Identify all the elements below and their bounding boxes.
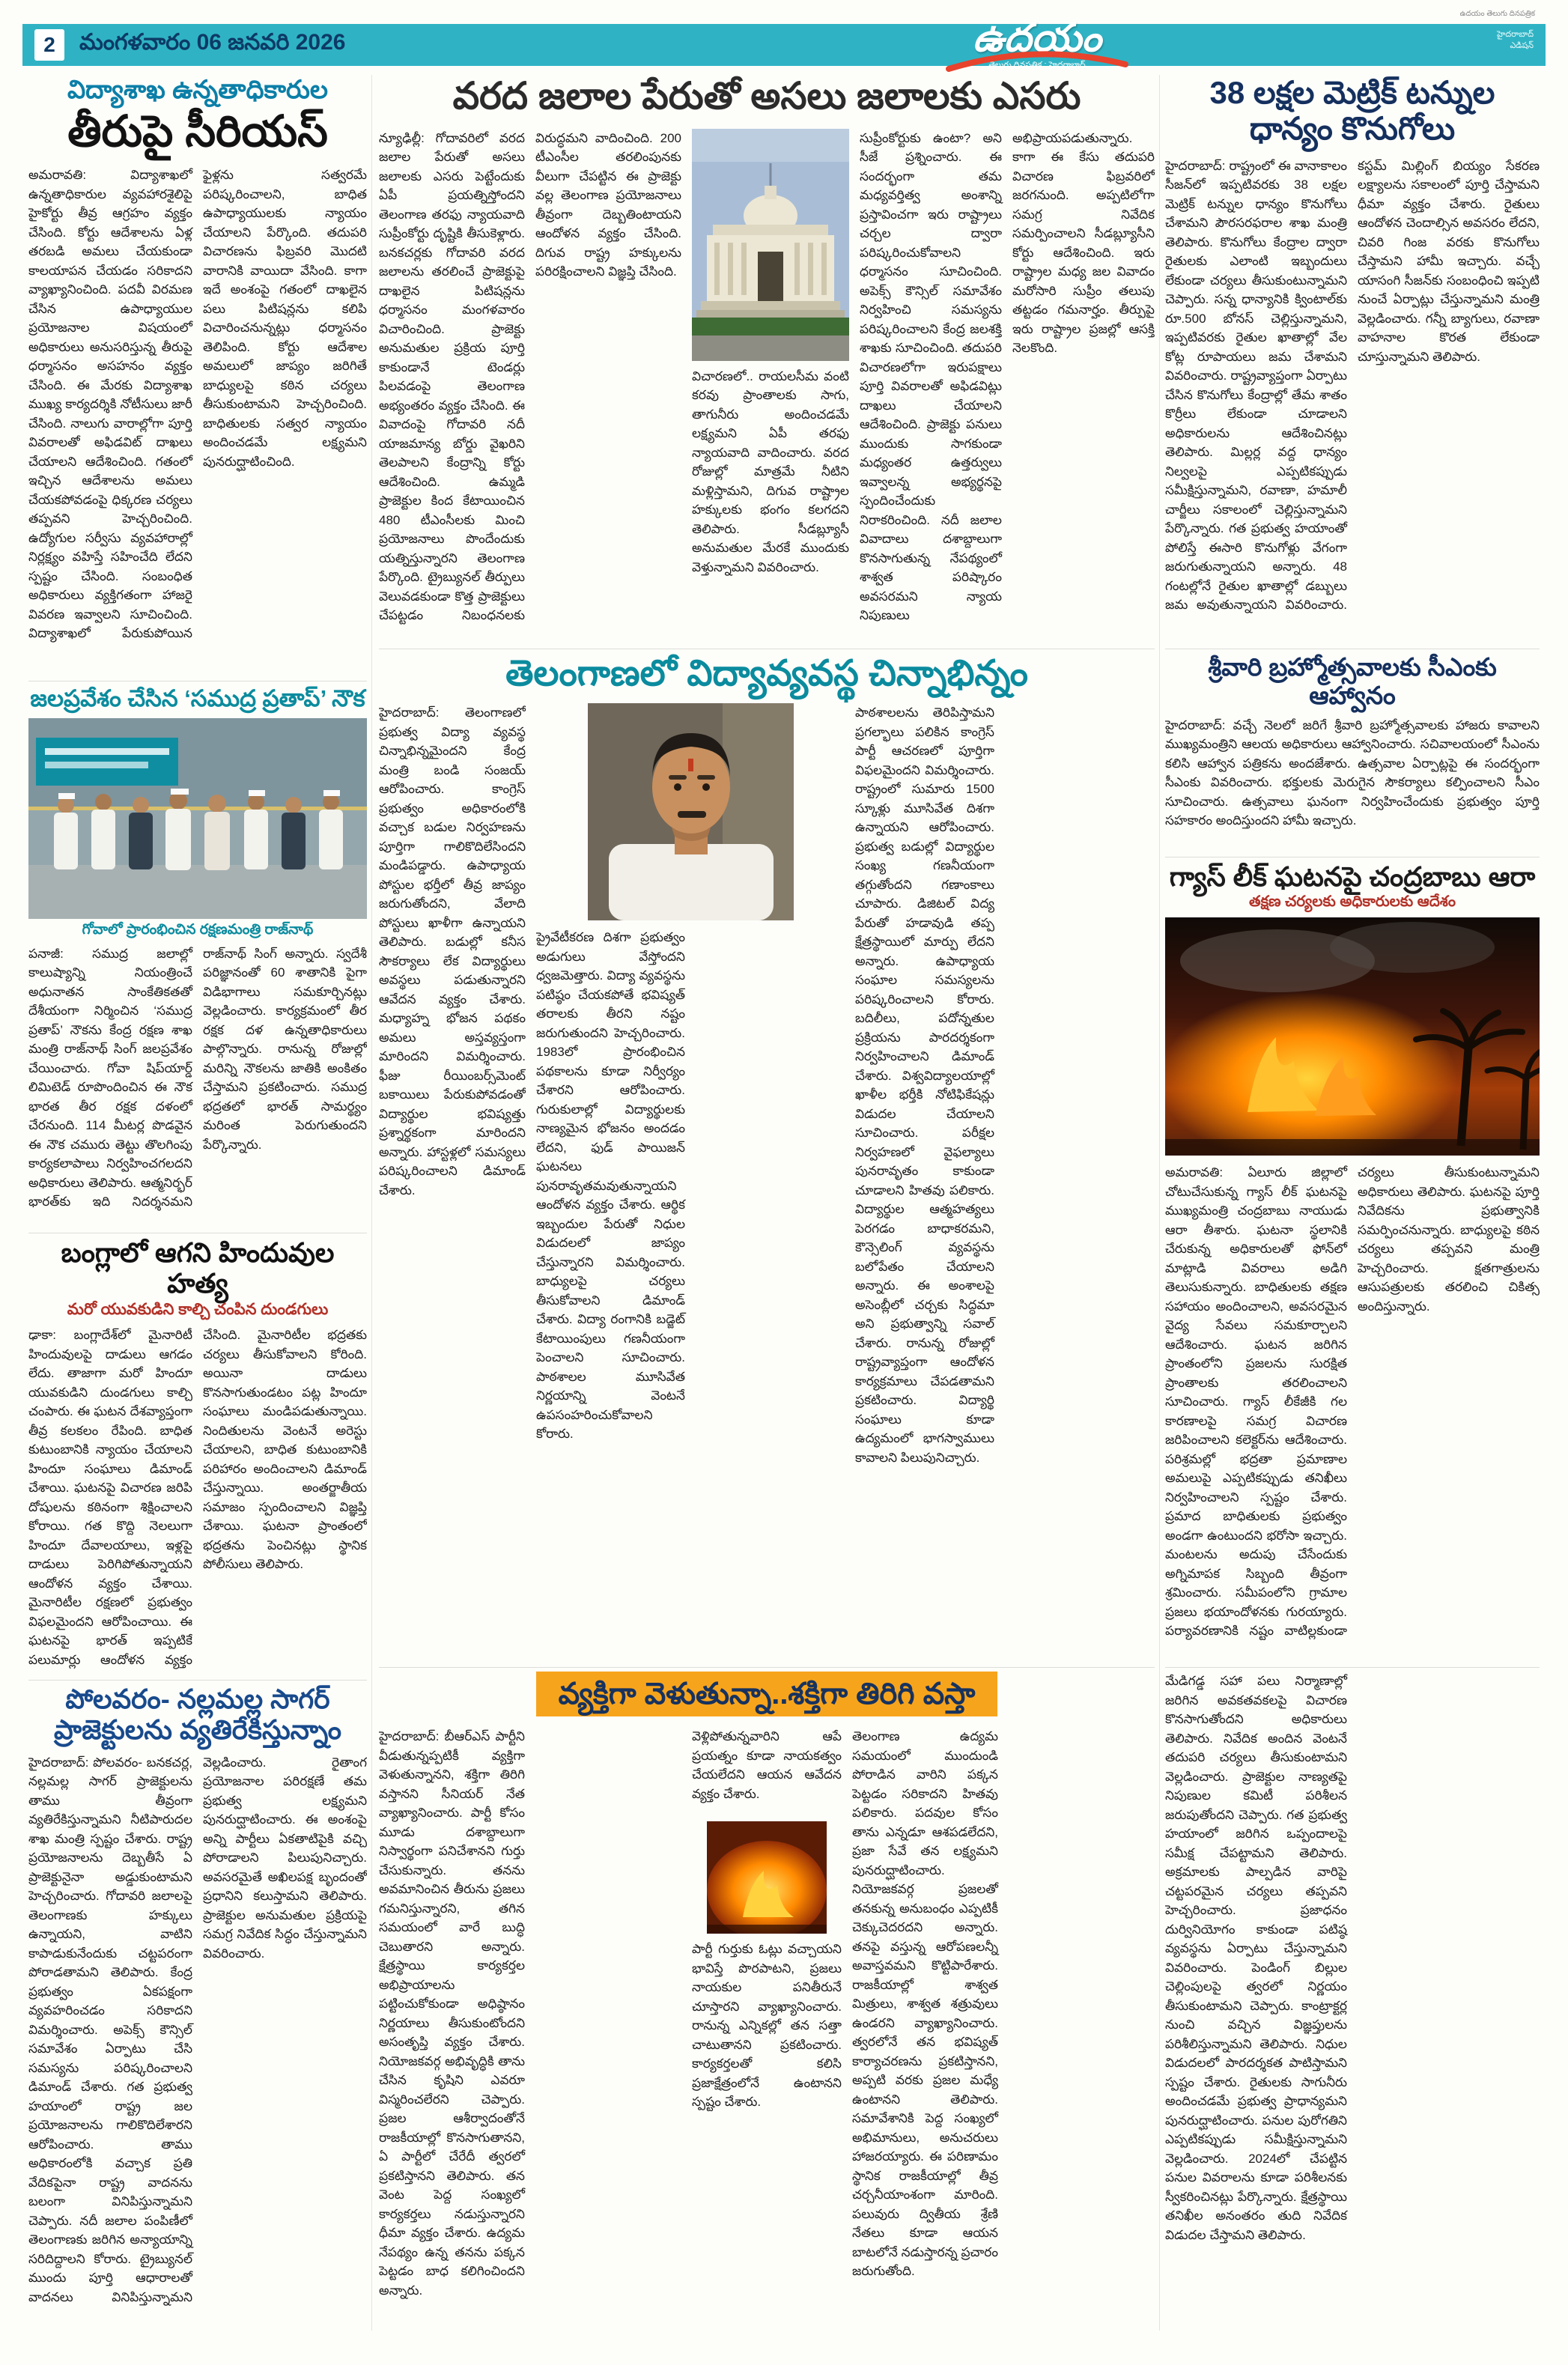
article-body-right: సుప్రీంకోర్టుకు ఉంటా? అని సీజే ప్రశ్నించారు. ఈ సందర్భంగా తమ మధ్యవర్తిత్వ అంశాన్ని ప్రస్తావించగా ఇరు రాష్ట్రాలు చర్చల ద్వారా పరిష్కరించుకోవాలని ధర్మాసనం సూచించింది. అపెక్స్ కౌన్సిల్ సమావేశం నిర్వహించి సమస్యను పరిష్కరించాలని కేంద్ర జలశక్తి శాఖకు సూచించింది. తదుపరి విచారణలోగా ఇరుపక్షాలు పూర్తి వివరాలతో అఫిడవిట్లు దాఖలు చేయాలని ఆదేశించింది. ప్రాజెక్టు పనులు ముందుకు సాగకుండా మధ్యంతర ఉత్తర్వులు ఇవ్వాలన్న అభ్యర్థనపై స్పందించేందుకు నిరాకరించింది. నదీ జలాల వివాదాలు దశాబ్దాలుగా కొనసాగుతున్న నేపథ్యంలో శాశ్వత పరిష్కారం అవసరమని న్యాయ నిపుణులు అభిప్రాయపడుతున్నారు. కాగా ఈ కేసు తదుపరి విచారణ ఫిబ్రవరిలో జరగనుంది. అప్పటిలోగా సమగ్ర నివేదిక సమర్పించాలని సీడబ్ల్యూసీని కోర్టు ఆదేశించింది. ఇరు రాష్ట్రాల మధ్య జల వివాదం మరోసారి సుప్రీం తలుపు తట్టడం గమనార్హం. తీర్పుపై ఇరు రాష్ట్రాల ప్రజల్లో ఆసక్తి నెలకొంది. — [860, 130, 1155, 622]
column-divider — [1159, 75, 1160, 2331]
article-headline-line1: 38 లక్షల మెట్రిక్ టన్నుల — [1209, 75, 1495, 110]
article-headline: గ్యాస్ లీక్ ఘటనపై చంద్రబాబు ఆరా — [1169, 861, 1536, 892]
article-headline: తీరుపై సీరియస్ — [67, 106, 328, 156]
article-body-mid-top: వెళ్లిపోతున్నవారిని ఆపే ప్రయత్నం కూడా నాయకత్వం చేయలేదని ఆయన ఆవేదన వ్యక్తం చేశారు. — [692, 1729, 842, 1801]
article-bangladesh-attack — [28, 1237, 367, 1676]
column-divider — [371, 75, 372, 2331]
article-body: హైదరాబాద్: వచ్చే నెలలో జరిగే శ్రీవారి బ్రహ్మోత్సవాలకు హాజరు కావాలని ముఖ్యమంత్రిని ఆలయ అధికారులు ఆహ్వానించారు. సచివాలయంలో సీఎంను కలిసి ఆహ్వాన పత్రికను అందజేశారు. ఉత్సవాల ఏర్పాట్లపై ఈ సందర్భంగా సీఎంకు వివరించారు. భక్తులకు మెరుగైన సౌకర్యాలు కల్పించాలని సీఎం సూచించారు. ఉత్సవాలు ఘనంగా నిర్వహించేందుకు ప్రభుత్వం పూర్తి సహకారం అందిస్తుందని హామీ ఇచ్చారు. — [1165, 717, 1540, 828]
article-divider — [1165, 1667, 1540, 1668]
article-subtitle: తక్షణ చర్యలకు అధికారులకు ఆదేశం — [1249, 893, 1456, 911]
article-headline: తెలంగాణలో విద్యావ్యవస్థ చిన్నాభిన్నం — [505, 654, 1028, 693]
article-body-mid-bottom: పార్టీ గుర్తుకు ఓట్లు వచ్చాయని భావిస్తే పొరపాటని, ప్రజలు నాయకుల పనితీరునే చూస్తారని వ్యాఖ్యానించారు. రానున్న ఎన్నికల్లో తన సత్తా చాటుతానని ప్రకటించారు. కార్యకర్తలతో కలిసి ప్రజాక్షేత్రంలోనే ఉంటానని స్పష్టం చేశారు. — [692, 1942, 842, 2109]
article-body: హైదరాబాద్: పోలవరం- బనకచర్ల, నల్లమల్ల సాగర్ ప్రాజెక్టులను తాము తీవ్రంగా వ్యతిరేకిస్తున్నామని నీటిపారుదల శాఖ మంత్రి స్పష్టం చేశారు. రాష్ట్ర ప్రయోజనాలను దెబ్బతీసే ఏ ప్రాజెక్టునైనా అడ్డుకుంటామని హెచ్చరించారు. గోదావరి జలాలపై తెలంగాణకు హక్కులు ఉన్నాయని, వాటిని కాపాడుకునేందుకు చట్టపరంగా పోరాడతామని తెలిపారు. కేంద్ర ప్రభుత్వం ఏకపక్షంగా వ్యవహరించడం సరికాదని విమర్శించారు. అపెక్స్ కౌన్సిల్ సమావేశం ఏర్పాటు చేసి సమస్యను పరిష్కరించాలని డిమాండ్ చేశారు. గత ప్రభుత్వ హయాంలో రాష్ట్ర జల ప్రయోజనాలను గాలికొదిలేశారని ఆరోపించారు. తాము అధికారంలోకి వచ్చాక ప్రతి వేదికపైనా రాష్ట్ర వాదనను బలంగా వినిపిస్తున్నామని చెప్పారు. నదీ జలాల పంపిణీలో తెలంగాణకు జరిగిన అన్యాయాన్ని సరిదిద్దాలని కోరారు. ట్రైబ్యునల్ ముందు పూర్తి ఆధారాలతో వాదనలు వినిపిస్తున్నామని వెల్లడించారు. రైతాంగ ప్రయోజనాల పరిరక్షణే తమ ప్రభుత్వ లక్ష్యమని పునరుద్ఘాటించారు. ఈ అంశంపై అన్ని పార్టీలు ఏకతాటిపైకి వచ్చి పోరాడాలని పిలుపునిచ్చారు. అవసరమైతే అఖిలపక్ష బృందంతో ప్రధానిని కలుస్తామని తెలిపారు. ప్రాజెక్టుల అనుమతుల ప్రక్రియపై సమగ్ర నివేదిక సిద్ధం చేస్తున్నామని వివరించారు. — [28, 1755, 367, 2304]
article-education-system — [379, 653, 1155, 1663]
article-brahmotsavam-invite — [1165, 653, 1540, 854]
article-polavaram-opposition — [28, 1684, 367, 2329]
article-body-left: హైదరాబాద్: బీఆర్ఎస్ పార్టీని వీడుతున్నప్పటికీ వ్యక్తిగా వెళుతున్నానని, శక్తిగా తిరిగి వస్తానని సీనియర్ నేత వ్యాఖ్యానించారు. పార్టీ కోసం మూడు దశాబ్దాలుగా నిస్వార్థంగా పనిచేశానని గుర్తు చేసుకున్నారు. తనను అవమానించిన తీరును ప్రజలు గమనిస్తున్నారని, తగిన సమయంలో వారే బుద్ధి చెబుతారని అన్నారు. క్షేత్రస్థాయి కార్యకర్తల అభిప్రాయాలను పట్టించుకోకుండా అధిష్ఠానం నిర్ణయాలు తీసుకుంటోందని అసంతృప్తి వ్యక్తం చేశారు. నియోజకవర్గ అభివృద్ధికి తాను చేసిన కృషిని ఎవరూ విస్మరించలేరని చెప్పారు. ప్రజల ఆశీర్వాదంతోనే రాజకీయాల్లో కొనసాగుతానని, ఏ పార్టీలో చేరేదీ త్వరలో ప్రకటిస్తానని తెలిపారు. తన వెంట పెద్ద సంఖ్యలో కార్యకర్తలు నడుస్తున్నారని ధీమా వ్యక్తం చేశారు. ఉద్యమ నేపథ్యం ఉన్న తనను పక్కన పెట్టడం బాధ కలిగించిందని అన్నారు. — [379, 1729, 525, 2298]
politician-portrait-photo — [588, 703, 794, 920]
article-body: మేడిగడ్డ సహా పలు నిర్మాణాల్లో జరిగిన అవకతవకలపై విచారణ కొనసాగుతోందని అధికారులు తెలిపారు. నివేదిక అందిన వెంటనే తదుపరి చర్యలు తీసుకుంటామని వెల్లడించారు. ప్రాజెక్టుల నాణ్యతపై నిపుణుల కమిటీ పరిశీలన జరుపుతోందని చెప్పారు. గత ప్రభుత్వ హయాంలో జరిగిన ఒప్పందాలపై సమీక్ష చేపట్టామని తెలిపారు. అక్రమాలకు పాల్పడిన వారిపై చట్టపరమైన చర్యలు తప్పవని హెచ్చరించారు. ప్రజాధనం దుర్వినియోగం కాకుండా పటిష్ఠ వ్యవస్థను ఏర్పాటు చేస్తున్నామని వివరించారు. పెండింగ్ బిల్లుల చెల్లింపులపై త్వరలో నిర్ణయం తీసుకుంటామని చెప్పారు. కాంట్రాక్టర్ల నుంచి వచ్చిన విజ్ఞప్తులను పరిశీలిస్తున్నామని తెలిపారు. నిధుల విడుదలలో పారదర్శకత పాటిస్తామని స్పష్టం చేశారు. రైతులకు సాగునీరు అందించడమే ప్రభుత్వ ప్రాధాన్యమని పునరుద్ఘాటించారు. పనుల పురోగతిని ఎప్పటికప్పుడు సమీక్షిస్తున్నామని వెల్లడించారు. 2024లో చేపట్టిన పనుల వివరాలను కూడా పరిశీలనకు స్వీకరించినట్లు పేర్కొన్నారు. క్షేత్రస్థాయి తనిఖీల అనంతరం తుది నివేదిక విడుదల చేస్తామని తెలిపారు. — [1165, 1674, 1347, 2242]
article-paddy-procurement — [1165, 75, 1540, 646]
article-divider — [379, 1667, 1155, 1668]
fire-photo — [1165, 917, 1540, 1156]
article-flood-waters — [379, 75, 1155, 646]
registration-line: ఉదయం తెలుగు దినపత్రిక — [1459, 10, 1535, 18]
article-kicker: విద్యాశాఖ ఉన్నతాధికారుల — [67, 76, 328, 104]
article-body: ఢాకా: బంగ్లాదేశ్‌లో మైనారిటీ హిందువులపై దాడులు ఆగడం లేదు. తాజాగా మరో హిందూ యువకుడిని దుండగులు కాల్చి చంపారు. ఈ ఘటన దేశవ్యాప్తంగా తీవ్ర కలకలం రేపింది. బాధిత కుటుంబానికి న్యాయం చేయాలని హిందూ సంఘాలు డిమాండ్ చేశాయి. ఘటనపై విచారణ జరిపి దోషులను కఠినంగా శిక్షించాలని కోరాయి. గత కొద్ది నెలలుగా హిందూ దేవాలయాలు, ఇళ్లపై దాడులు పెరిగిపోతున్నాయని ఆందోళన వ్యక్తం చేశాయి. మైనారిటీల రక్షణలో ప్రభుత్వం విఫలమైందని ఆరోపించాయి. ఈ ఘటనపై భారత్ ఇప్పటికే పలుమార్లు ఆందోళన వ్యక్తం చేసింది. మైనారిటీల భద్రతకు చర్యలు తీసుకోవాలని కోరింది. అయినా దాడులు కొనసాగుతుండటం పట్ల హిందూ సంఘాలు మండిపడుతున్నాయి. నిందితులను వెంటనే అరెస్టు చేయాలని, బాధిత కుటుంబానికి పరిహారం అందించాలని డిమాండ్ చేస్తున్నాయి. అంతర్జాతీయ సమాజం స్పందించాలని విజ్ఞప్తి చేశాయి. ఘటనా ప్రాంతంలో భద్రతను పెంచినట్లు స్థానిక పోలీసులు తెలిపారు. — [28, 1328, 367, 1667]
flame-photo — [707, 1821, 827, 1934]
article-education-officials — [28, 75, 367, 680]
masthead-bar — [22, 16, 1546, 70]
article-body-right: పాఠశాలలను తెరిపిస్తామని ప్రగల్భాలు పలికిన కాంగ్రెస్ పార్టీ ఆచరణలో పూర్తిగా విఫలమైందని విమర్శించారు. రాష్ట్రంలో సుమారు 1500 స్కూళ్లు మూసివేత దిశగా ఉన్నాయని ఆరోపించారు. ప్రభుత్వ బడుల్లో విద్యార్థుల సంఖ్య గణనీయంగా తగ్గుతోందని గణాంకాలు చూపారు. డిజిటల్ విద్య పేరుతో హడావుడి తప్ప క్షేత్రస్థాయిలో మార్పు లేదని అన్నారు. ఉపాధ్యాయ సంఘాల సమస్యలను పరిష్కరించాలని కోరారు. బదిలీలు, పదోన్నతుల ప్రక్రియను పారదర్శకంగా నిర్వహించాలని డిమాండ్ చేశారు. విశ్వవిద్యాలయాల్లో ఖాళీల భర్తీకి నోటిఫికేషన్లు విడుదల చేయాలని సూచించారు. పరీక్షల నిర్వహణలో వైఫల్యాలు పునరావృతం కాకుండా చూడాలని హితవు పలికారు. విద్యార్థుల ఆత్మహత్యలు పెరగడం బాధాకరమని, కౌన్సెలింగ్ వ్యవస్థను బలోపేతం చేయాలని అన్నారు. ఈ అంశాలపై అసెంబ్లీలో చర్చకు సిద్ధమా అని ప్రభుత్వాన్ని సవాల్ చేశారు. రానున్న రోజుల్లో రాష్ట్రవ్యాప్తంగా ఆందోళన కార్యక్రమాలు చేపడతామని ప్రకటించారు. విద్యార్థి సంఘాలు కూడా ఉద్యమంలో భాగస్వాములు కావాలని పిలుపునిచ్చారు. — [855, 705, 994, 1465]
article-headline: బంగ్లాలో ఆగని హిందువుల హత్య — [61, 1237, 335, 1299]
navy-ship-photo — [28, 718, 367, 919]
article-headline: శ్రీవారి బ్రహ్మోత్సవాలకు సీఎంకు ఆహ్వానం — [1208, 653, 1497, 709]
masthead-tagline: తెలుగు దినపత్రిక : హైదరాబాద్ — [988, 60, 1086, 70]
article-subtitle: మరో యువకుడిని కాల్చి చంపిన దుండగులు — [67, 1300, 329, 1318]
article-headline: జలప్రవేశం చేసిన ‘సముద్ర ప్రతాప్’ నౌక — [30, 685, 365, 711]
article-gas-leak — [1165, 861, 1540, 1660]
page-date: మంగళవారం 06 జనవరి 2026 — [79, 29, 346, 55]
masthead-title: ఉదయం — [973, 16, 1101, 60]
edition-info: హైదరాబాద్ ఎడిషన్ — [1497, 30, 1534, 51]
article-body: అమరావతి: ఏలూరు జిల్లాలో చోటుచేసుకున్న గ్యాస్ లీక్ ఘటనపై ముఖ్యమంత్రి చంద్రబాబు నాయుడు ఆరా తీశారు. ఘటనా స్థలానికి చేరుకున్న అధికారులతో ఫోన్‌లో మాట్లాడి వివరాలు అడిగి తెలుసుకున్నారు. బాధితులకు తక్షణ సహాయం అందించాలని, అవసరమైన వైద్య సేవలు సమకూర్చాలని ఆదేశించారు. ఘటన జరిగిన ప్రాంతంలోని ప్రజలను సురక్షిత ప్రాంతాలకు తరలించాలని సూచించారు. గ్యాస్ లీకేజీకి గల కారణాలపై సమగ్ర విచారణ జరిపించాలని కలెక్టర్‌ను ఆదేశించారు. పరిశ్రమల్లో భద్రతా ప్రమాణాల అమలుపై ఎప్పటికప్పుడు తనిఖీలు నిర్వహించాలని స్పష్టం చేశారు. ప్రమాద బాధితులకు ప్రభుత్వం అండగా ఉంటుందని భరోసా ఇచ్చారు. మంటలను అదుపు చేసేందుకు అగ్నిమాపక సిబ్బంది తీవ్రంగా శ్రమించారు. సమీపంలోని గ్రామాల ప్రజలు భయాందోళనకు గురయ్యారు. పర్యావరణానికి నష్టం వాటిల్లకుండా చర్యలు తీసుకుంటున్నామని అధికారులు తెలిపారు. ఘటనపై పూర్తి నివేదికను ప్రభుత్వానికి సమర్పించనున్నారు. బాధ్యులపై కఠిన చర్యలు తప్పవని మంత్రి హెచ్చరించారు. క్షతగాత్రులను ఆసుపత్రులకు తరలించి చికిత్స అందిస్తున్నారు. — [1165, 1165, 1540, 1639]
logo-swoosh-icon — [946, 51, 1128, 77]
article-headline-line1: పోలవరం- నల్లమల్ల సాగర్ — [65, 1684, 330, 1714]
article-body: అమరావతి: విద్యాశాఖలో ఉన్నతాధికారుల వ్యవహారశైలిపై హైకోర్టు తీవ్ర ఆగ్రహం వ్యక్తం చేసింది. కోర్టు ఆదేశాలను ఏళ్ల తరబడి అమలు చేయకుండా కాలయాపన చేయడం సరికాదని వ్యాఖ్యానించింది. పదవీ విరమణ చేసిన ఉపాధ్యాయుల ప్రయోజనాల విషయంలో అధికారులు అనుసరిస్తున్న తీరుపై ధర్మాసనం అసహనం వ్యక్తం చేసింది. ఈ మేరకు విద్యాశాఖ ముఖ్య కార్యదర్శికి నోటీసులు జారీ చేసింది. నాలుగు వారాల్లోగా పూర్తి వివరాలతో అఫిడవిట్ దాఖలు చేయాలని ఆదేశించింది. గతంలో ఇచ్చిన ఆదేశాలను అమలు చేయకపోవడంపై ధిక్కరణ చర్యలు తప్పవని హెచ్చరించింది. ఉద్యోగుల సర్వీసు వ్యవహారాల్లో నిర్లక్ష్యం వహిస్తే సహించేది లేదని స్పష్టం చేసింది. సంబంధిత అధికారులు వ్యక్తిగతంగా హాజరై వివరణ ఇవ్వాలని సూచించింది. విద్యాశాఖలో పేరుకుపోయిన ఫైళ్లను సత్వరమే పరిష్కరించాలని, బాధిత ఉపాధ్యాయులకు న్యాయం చేయాలని పేర్కొంది. తదుపరి విచారణను ఫిబ్రవరి మొదటి వారానికి వాయిదా వేసింది. కాగా ఇదే అంశంపై గతంలో దాఖలైన పలు పిటిషన్లను కలిపి విచారించనున్నట్లు ధర్మాసనం తెలిపింది. కోర్టు ఆదేశాల అమలులో జాప్యం జరిగితే బాధ్యులపై కఠిన చర్యలు తీసుకుంటామని హెచ్చరించింది. బాధితులకు సత్వర న్యాయం అందించడమే లక్ష్యమని పునరుద్ఘాటించింది. — [28, 168, 367, 641]
article-comeback-statement — [379, 1672, 1155, 2329]
article-body-right: తెలంగాణ ఉద్యమ సమయంలో ముందుండి పోరాడిన వారిని పక్కన పెట్టడం సరికాదని హితవు పలికారు. పదవుల కోసం తాను ఎన్నడూ ఆశపడలేదని, ప్రజా సేవే తన లక్ష్యమని పునరుద్ఘాటించారు. నియోజకవర్గ ప్రజలతో తనకున్న అనుబంధం ఎప్పటికీ చెక్కుచెదరదని అన్నారు. తనపై వస్తున్న ఆరోపణలన్నీ అవాస్తవమని కొట్టిపారేశారు. రాజకీయాల్లో శాశ్వత మిత్రులు, శాశ్వత శత్రువులు ఉండరని వ్యాఖ్యానించారు. త్వరలోనే తన భవిష్యత్ కార్యాచరణను ప్రకటిస్తానని, అప్పటి వరకు ప్రజల మధ్యే ఉంటానని తెలిపారు. సమావేశానికి పెద్ద సంఖ్యలో అభిమానులు, అనుచరులు హాజరయ్యారు. ఈ పరిణామం స్థానిక రాజకీయాల్లో తీవ్ర చర్చనీయాంశంగా మారింది. పలువురు ద్వితీయ శ్రేణి నేతలు కూడా ఆయన బాటలోనే నడుస్తారన్న ప్రచారం జరుగుతోంది. — [852, 1729, 998, 2278]
article-headline-band: వ్యక్తిగా వెళుతున్నా..శక్తిగా తిరిగి వస్తా — [536, 1672, 998, 1716]
article-body: పనాజీ: సముద్ర జలాల్లో కాలుష్యాన్ని నియంత్రించే అధునాతన సాంకేతికతతో దేశీయంగా నిర్మించిన ‘సముద్ర ప్రతాప్’ నౌకను కేంద్ర రక్షణ శాఖ మంత్రి రాజ్‌నాథ్ సింగ్ జలప్రవేశం చేయించారు. గోవా షిప్‌యార్డ్ లిమిటెడ్ రూపొందించిన ఈ నౌక భారత తీర రక్షక దళంలో చేరనుంది. 114 మీటర్ల పొడవైన ఈ నౌక చమురు తెట్టు తొలగింపు కార్యకలాపాలు నిర్వహించగలదని అధికారులు తెలిపారు. ఆత్మనిర్భర్ భారత్‌కు ఇది నిదర్శనమని రాజ్‌నాథ్ సింగ్ అన్నారు. స్వదేశీ పరిజ్ఞానంతో 60 శాతానికి పైగా విడిభాగాలు సమకూర్చినట్లు వెల్లడించారు. కార్యక్రమంలో తీర రక్షక దళ ఉన్నతాధికారులు పాల్గొన్నారు. రానున్న రోజుల్లో మరిన్ని నౌకలను జాతికి అంకితం చేస్తామని ప్రకటించారు. సముద్ర భద్రతలో భారత్ సామర్థ్యం మరింత పెరుగుతుందని పేర్కొన్నారు. — [28, 946, 367, 1209]
article-body-left: హైదరాబాద్: తెలంగాణలో ప్రభుత్వ విద్యా వ్యవస్థ చిన్నాభిన్నమైందని కేంద్ర మంత్రి బండి సంజయ్ ఆరోపించారు. కాంగ్రెస్ ప్రభుత్వం అధికారంలోకి వచ్చాక బడుల నిర్వహణను పూర్తిగా గాలికొదిలేసిందని మండిపడ్డారు. ఉపాధ్యాయ పోస్టుల భర్తీలో తీవ్ర జాప్యం జరుగుతోందని, వేలాది పోస్టులు ఖాళీగా ఉన్నాయని తెలిపారు. బడుల్లో కనీస సౌకర్యాలు లేక విద్యార్థులు అవస్థలు పడుతున్నారని ఆవేదన వ్యక్తం చేశారు. మధ్యాహ్న భోజన పథకం అమలు అస్తవ్యస్తంగా మారిందని విమర్శించారు. ఫీజు రీయింబర్స్‌మెంట్ బకాయిలు పేరుకుపోవడంతో విద్యార్థుల భవిష్యత్తు ప్రశ్నార్థకంగా మారిందని అన్నారు. హాస్టళ్లలో సమస్యలు పరిష్కరించాలని డిమాండ్ చేశారు. — [379, 705, 526, 1197]
page-number: 2 — [34, 29, 64, 61]
article-headline: వరద జలాల పేరుతో అసలు జలాలకు ఎసరు — [452, 75, 1081, 117]
supreme-court-photo — [692, 129, 849, 361]
article-headline-line2: ప్రాజెక్టులను వ్యతిరేకిస్తున్నాం — [54, 1714, 341, 1746]
article-body-left: న్యూఢిల్లీ: గోదావరిలో వరద జలాల పేరుతో అసలు జలాలకు ఎసరు పెట్టేందుకు ఏపీ ప్రయత్నిస్తోందని తెలంగాణ తరఫు న్యాయవాది సుప్రీంకోర్టు దృష్టికి తీసుకెళ్లారు. బనకచర్లకు గోదావరి వరద జలాలను తరలించే ప్రాజెక్టుపై దాఖలైన పిటిషన్లను ధర్మాసనం మంగళవారం విచారించింది. ప్రాజెక్టు అనుమతుల ప్రక్రియ పూర్తి కాకుండానే టెండర్లు పిలవడంపై తెలంగాణ అభ్యంతరం వ్యక్తం చేసింది. ఈ వివాదంపై గోదావరి నదీ యాజమాన్య బోర్డు వైఖరిని తెలపాలని కేంద్రాన్ని కోర్టు ఆదేశించింది. ఉమ్మడి ప్రాజెక్టుల కింద కేటాయించిన 480 టీఎంసీలకు మించి ప్రయోజనాలు పొందేందుకు యత్నిస్తున్నారని తెలంగాణ పేర్కొంది. ట్రైబ్యునల్ తీర్పులు వెలువడకుండా కొత్త ప్రాజెక్టులు చేపట్టడం నిబంధనలకు విరుద్ధమని వాదించింది. 200 టీఎంసీల తరలింపునకు వీలుగా చేపట్టిన ఈ ప్రాజెక్టు వల్ల తెలంగాణ ప్రయోజనాలు తీవ్రంగా దెబ్బతింటాయని ఆందోళన వ్యక్తం చేసింది. దిగువ రాష్ట్ర హక్కులను పరిరక్షించాలని విజ్ఞప్తి చేసింది. — [379, 130, 681, 622]
article-headline-line2: ధాన్యం కొనుగోలు — [1249, 111, 1456, 147]
article-body-mid: విచారణలో.. రాయలసీమ వంటి కరవు ప్రాంతాలకు సాగు, తాగునీరు అందించడమే లక్ష్యమని ఏపీ తరఫు న్యాయవాది వాదించారు. వరద రోజుల్లో మాత్రమే నీటిని మళ్లిస్తామని, దిగువ రాష్ట్రాల హక్కులకు భంగం కలగదని తెలిపారు. సీడబ్ల్యూసీ అనుమతుల మేరకే ముందుకు వెళ్తున్నామని వివరించారు. — [692, 368, 849, 574]
masthead-logo — [932, 18, 1142, 72]
article-body-mid: ప్రైవేటీకరణ దిశగా ప్రభుత్వం అడుగులు వేస్తోందని ధ్వజమెత్తారు. విద్యా వ్యవస్థను పటిష్ఠం చేయకపోతే భవిష్యత్ తరాలకు తీరని నష్టం జరుగుతుందని హెచ్చరించారు. 1983లో ప్రారంభించిన పథకాలను కూడా నిర్వీర్యం చేశారని ఆరోపించారు. గురుకులాల్లో విద్యార్థులకు నాణ్యమైన భోజనం అందడం లేదని, ఫుడ్ పాయిజన్ ఘటనలు పునరావృతమవుతున్నాయని ఆందోళన వ్యక్తం చేశారు. ఆర్థిక ఇబ్బందుల పేరుతో నిధుల విడుదలలో జాప్యం చేస్తున్నారని విమర్శించారు. బాధ్యులపై చర్యలు తీసుకోవాలని డిమాండ్ చేశారు. విద్యా రంగానికి బడ్జెట్ కేటాయింపులు గణనీయంగా పెంచాలని సూచించారు. పాఠశాలల మూసివేత నిర్ణయాన్ని వెంటనే ఉపసంహరించుకోవాలని కోరారు. — [536, 930, 685, 1442]
article-body: హైదరాబాద్: రాష్ట్రంలో ఈ వానాకాలం సీజన్‌లో ఇప్పటివరకు 38 లక్షల మెట్రిక్ టన్నుల ధాన్యం కొనుగోలు చేశామని పౌరసరఫరాల శాఖ మంత్రి తెలిపారు. కొనుగోలు కేంద్రాల ద్వారా రైతులకు ఎలాంటి ఇబ్బందులు లేకుండా చర్యలు తీసుకుంటున్నామని చెప్పారు. సన్న ధాన్యానికి క్వింటాల్‌కు రూ.500 బోనస్ చెల్లిస్తున్నామని, ఇప్పటివరకు రైతుల ఖాతాల్లో వేల కోట్ల రూపాయలు జమ చేశామని వివరించారు. రాష్ట్రవ్యాప్తంగా ఏర్పాటు చేసిన కొనుగోలు కేంద్రాల్లో తేమ శాతం కొర్రీలు లేకుండా చూడాలని అధికారులను ఆదేశించినట్లు తెలిపారు. మిల్లర్ల వద్ద ధాన్యం నిల్వలపై ఎప్పటికప్పుడు సమీక్షిస్తున్నామని, రవాణా, హమాలీ చార్జీలు సకాలంలో చెల్లిస్తున్నామని పేర్కొన్నారు. గత ప్రభుత్వ హయాంతో పోలిస్తే ఈసారి కొనుగోళ్లు వేగంగా జరుగుతున్నాయని అన్నారు. 48 గంటల్లోనే రైతుల ఖాతాల్లో డబ్బులు జమ అవుతున్నాయని వివరించారు. కస్టమ్ మిల్లింగ్ బియ్యం సేకరణ లక్ష్యాలను సకాలంలో పూర్తి చేస్తామని ధీమా వ్యక్తం చేశారు. రైతులు ఆందోళన చెందాల్సిన అవసరం లేదని, చివరి గింజ వరకు కొనుగోలు చేస్తామని హామీ ఇచ్చారు. వచ్చే యాసంగి సీజన్‌కు సంబంధించి ఇప్పటి నుంచే ఏర్పాట్లు చేస్తున్నామని మంత్రి వెల్లడించారు. గన్నీ బ్యాగులు, రవాణా వాహనాల కొరత లేకుండా చూస్తున్నామని తెలిపారు. — [1165, 158, 1540, 613]
photo-caption: గోవాలో ప్రారంభించిన రక్షణమంత్రి రాజ్‌నాథ్ — [82, 921, 314, 938]
article-continuation — [1165, 1672, 1540, 2329]
article-navy-ship — [28, 685, 367, 1229]
